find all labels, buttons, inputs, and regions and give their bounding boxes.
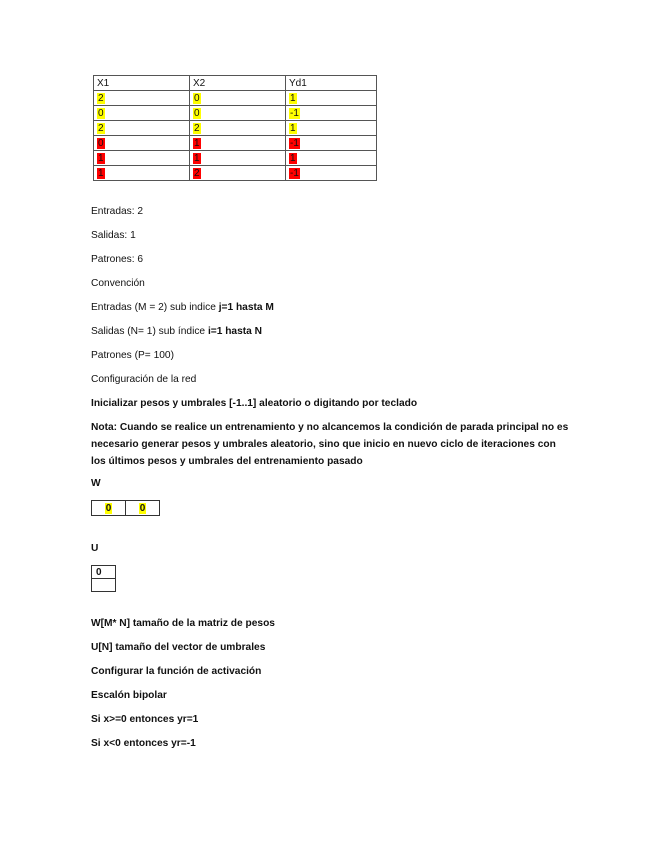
cell-x2 [190, 91, 286, 106]
cell-x2 [190, 166, 286, 181]
table-row [94, 151, 377, 166]
patrones-line: Patrones: 6 [91, 254, 144, 265]
table-row [94, 91, 377, 106]
cell-value: 0 [194, 92, 200, 104]
cell-x1 [94, 166, 190, 181]
escalon-line: Escalón bipolar [91, 690, 167, 701]
entradas-m-text: Entradas (M = 2) sub indice [91, 302, 219, 313]
convencion-line: Convención [91, 278, 145, 289]
cell-value: -1 [290, 137, 299, 149]
cell-yd1 [286, 106, 377, 121]
cell-value: 1 [98, 152, 104, 164]
cell-value: 0 [98, 137, 104, 149]
cell-value: 1 [98, 167, 104, 179]
w-cell-value: 0 [139, 502, 146, 514]
cell-x2 [190, 106, 286, 121]
cell-x1 [94, 91, 190, 106]
cell-x1 [94, 136, 190, 151]
training-data-table [93, 75, 377, 181]
cell-x2 [190, 136, 286, 151]
cell-value: 2 [98, 92, 104, 104]
salidas-line: Salidas: 1 [91, 230, 136, 241]
table-row [94, 106, 377, 121]
header-yd1: Yd1 [286, 76, 377, 91]
cell-yd1 [286, 91, 377, 106]
table-row [94, 166, 377, 181]
w-vector [91, 500, 160, 516]
si-pos-line: Si x>=0 entonces yr=1 [91, 714, 199, 725]
cell-value: 2 [194, 122, 200, 134]
cell-yd1 [286, 151, 377, 166]
entradas-m-range: j=1 hasta M [218, 302, 274, 313]
table-header-row [94, 76, 377, 91]
w-size-line: W[M* N] tamaño de la matriz de pesos [91, 618, 275, 629]
u-cell: 0 [96, 566, 102, 578]
cell-value: 1 [194, 152, 200, 164]
config-func-line: Configurar la función de activación [91, 666, 262, 677]
cell-value: 2 [194, 167, 200, 179]
u-size-line: U[N] tamaño del vector de umbrales [91, 642, 266, 653]
table-row [94, 121, 377, 136]
cell-value: 1 [290, 122, 296, 134]
cell-x2 [190, 121, 286, 136]
nota-paragraph: Nota: Cuando se realice un entrenamiento y no alcancemos la condición de parada principal no es necesario generar pesos y umbrales aleatorio, sino que inicio en nuevo ciclo de iteraciones con los últimos pesos y umbrales del entrenamiento pasado [91, 422, 569, 467]
u-cell [92, 578, 115, 591]
salidas-n-text: Salidas (N= 1) sub índice [91, 326, 208, 337]
entradas-m-line [91, 300, 274, 315]
si-neg-line: Si x<0 entonces yr=-1 [91, 738, 196, 749]
cell-value: -1 [290, 167, 299, 179]
header-x2: X2 [190, 76, 286, 91]
cell-x2 [190, 151, 286, 166]
cell-value: -1 [290, 107, 299, 119]
w-cell [92, 501, 125, 515]
cell-value: 0 [98, 107, 104, 119]
w-cell-value: 0 [105, 502, 112, 514]
salidas-n-range: i=1 hasta N [207, 326, 263, 337]
cell-x1 [94, 151, 190, 166]
w-cell [125, 501, 159, 515]
salidas-n-line [91, 324, 262, 339]
u-label: U [91, 543, 99, 554]
u-vector [91, 565, 116, 592]
cell-yd1 [286, 121, 377, 136]
cell-value: 1 [290, 92, 296, 104]
table-row [94, 136, 377, 151]
cell-yd1 [286, 166, 377, 181]
cell-value: 2 [98, 122, 104, 134]
cell-yd1 [286, 136, 377, 151]
cell-value: 1 [290, 152, 296, 164]
config-red-line: Configuración de la red [91, 374, 197, 385]
entradas-line: Entradas: 2 [91, 206, 144, 217]
header-x1: X1 [94, 76, 190, 91]
cell-value: 0 [194, 107, 200, 119]
patrones-p-line: Patrones (P= 100) [91, 350, 174, 361]
cell-value: 1 [194, 137, 200, 149]
cell-x1 [94, 106, 190, 121]
w-label: W [91, 478, 101, 489]
inicializar-line: Inicializar pesos y umbrales [-1..1] aleatorio o digitando por teclado [91, 398, 418, 409]
cell-x1 [94, 121, 190, 136]
